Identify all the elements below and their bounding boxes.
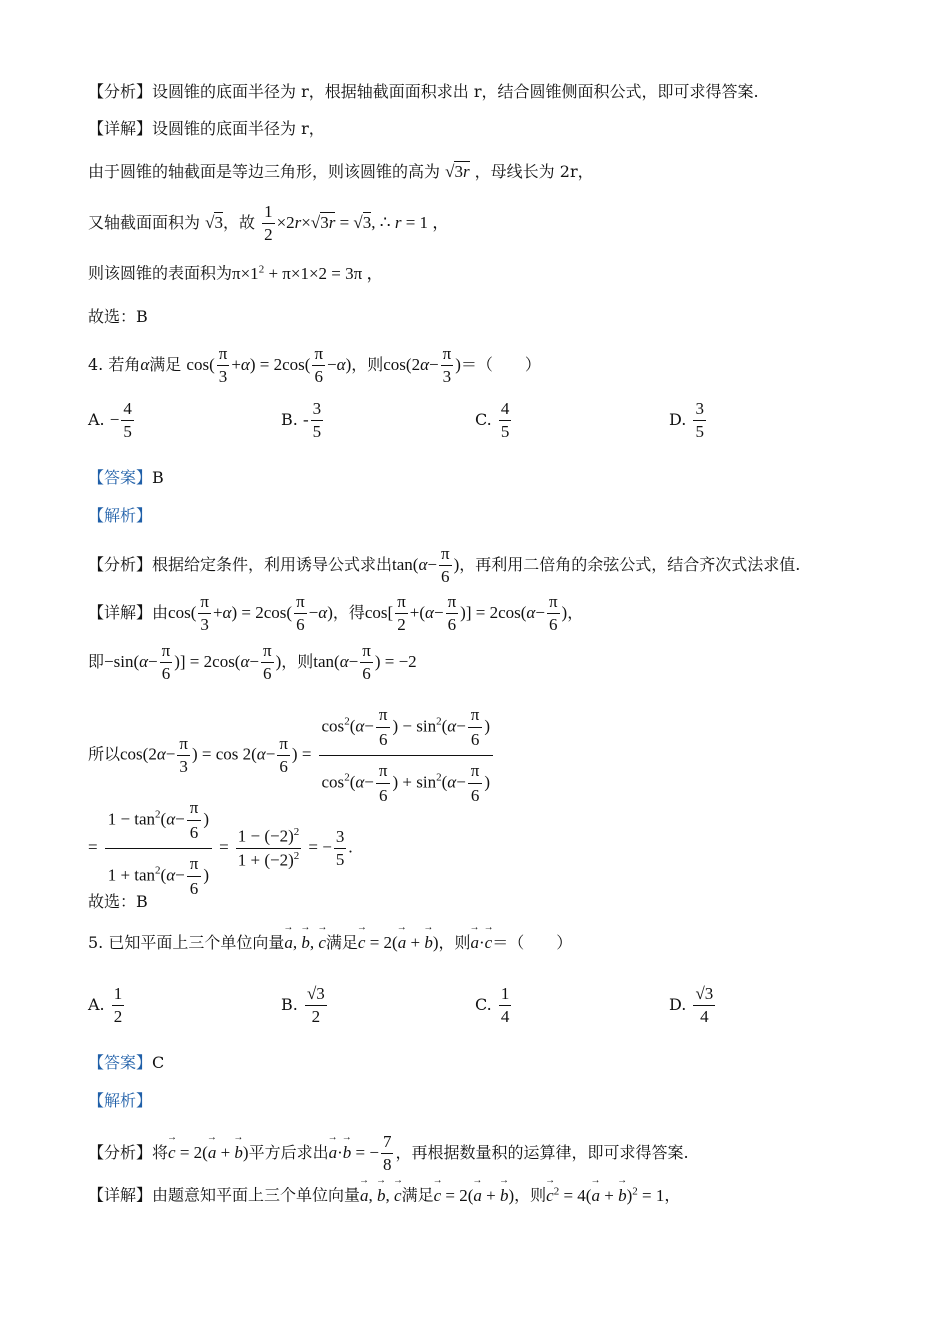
option-sign: −	[109, 409, 120, 429]
fraction-pi-6: $\frac{\pi}{6}$	[296, 592, 305, 634]
q4-detail-4: = $1 - \tan^2(\alpha-$ $\frac{\pi}{6}$ ) $1 + \tan^2(\alpha-$ $\frac{\pi}{6}$ ) = $\frac{1 - (-2)^2}{1 + (-2)^2}$ = − $\frac{3}{5}$ .	[88, 793, 890, 903]
q5-option-a[interactable]	[88, 985, 126, 1026]
math-expression: +α) = 2cos(	[212, 602, 293, 622]
math-vectors: → a, → b, → c	[360, 1186, 402, 1205]
option-sign: -	[302, 409, 309, 429]
math-expression: → a·→ c	[471, 933, 493, 952]
text-segment: 又轴截面面积为	[88, 212, 201, 232]
text-segment: ，得	[332, 602, 365, 622]
q5-answer	[88, 1055, 890, 1071]
math-expression: cos(2α−	[383, 354, 439, 374]
fraction-pi-6: $\frac{\pi}{6}$	[314, 344, 324, 386]
q4-option-a[interactable]	[88, 400, 136, 441]
fraction-pi-3: $\frac{\pi}{3}$	[179, 733, 188, 776]
text-segment: 所以	[88, 744, 121, 764]
fraction-pi-6: $\frac{\pi}{6}$	[279, 733, 288, 776]
choice-text: 故选：B	[88, 307, 148, 326]
math-sqrt3r: √3r	[445, 162, 470, 181]
math-expression: tan(α−	[313, 651, 359, 671]
fraction-pi-6: $\frac{\pi}{6}$	[362, 641, 371, 683]
text-segment: 则该圆锥的表面积为	[88, 263, 233, 283]
question-number: 4. 若角	[88, 354, 141, 374]
text-segment: r，	[569, 162, 594, 181]
solution-label: 【解析】	[88, 506, 153, 525]
math-expression: cos(	[168, 602, 197, 622]
text-segment: ，	[567, 602, 584, 622]
math-expression: −α)	[308, 602, 333, 622]
q5-option-c[interactable]	[475, 985, 513, 1026]
fraction-pi-6: $\frac{\pi}{6}$	[548, 592, 558, 634]
math-expression: =	[88, 837, 98, 857]
text-segment: 满足	[325, 933, 358, 952]
math-expression: )	[275, 651, 282, 671]
choice-text: 故选：B	[88, 892, 148, 911]
math-expression: )] = 2cos(α−	[460, 602, 545, 622]
option-letter: C.	[475, 409, 492, 429]
text-segment: 由于圆锥的轴截面是等边三角形，则该圆锥的高为	[88, 162, 441, 181]
q5-detail	[88, 1186, 890, 1204]
text-segment: ，则	[281, 651, 314, 671]
cross-section-line	[88, 203, 890, 244]
math-expression: $\pi\times 1^2 + \pi\times 1\times 2 = 3\pi$ ，	[232, 263, 384, 283]
text-segment: ，	[664, 1185, 681, 1205]
option-letter: D.	[669, 409, 687, 429]
text-segment: ＝（ ）	[492, 933, 573, 952]
analysis-label: 【分析】	[88, 1142, 153, 1162]
math-expression: ×2r×√3r = √3, ∴ r = 1 ，	[276, 212, 450, 232]
answer-value: C	[152, 1053, 165, 1072]
math-expression: → a·→ b = −	[329, 1143, 379, 1162]
math-expression: → c = 2(→ a + → b)	[358, 933, 439, 952]
fraction-7-8: $\frac{7}{8}$	[382, 1132, 392, 1174]
math-vectors: → a, → b, → c	[284, 933, 326, 952]
text-segment: 满足	[401, 1185, 434, 1205]
math-expression: +(α−	[409, 602, 444, 622]
answer-label: 【答案】	[88, 468, 153, 487]
text-segment: 由	[152, 602, 169, 622]
math-expression: cos(	[186, 354, 215, 374]
option-letter: B.	[281, 994, 298, 1014]
q4-choice	[88, 894, 890, 910]
detail-label: 【详解】	[88, 119, 153, 138]
option-fraction: $\frac{3}{5}$	[695, 399, 704, 441]
math-expression: cos(2α−	[120, 744, 176, 764]
cone-height-line	[88, 163, 890, 180]
surface-area-line	[88, 264, 890, 282]
math-expression: → c = 2(→ a + → b)	[434, 1186, 515, 1205]
text-segment: ，再利用二倍角的余弦公式，结合齐次式法求值.	[459, 554, 801, 574]
text-segment: ，故	[222, 212, 255, 232]
fraction-double-angle: $\cos^2(\alpha-$ $\frac{\pi}{6}$ ) − $\sin^2(\alpha-$ $\frac{\pi}{6}$ ) $\cos^2(\alpha-$ $\frac{\pi}{6}$ ) + $\sin^2(\alpha-$ $\frac{\pi}{6}$ )	[319, 700, 494, 810]
q4-option-c[interactable]	[475, 400, 513, 441]
q4-detail-2	[88, 642, 890, 683]
fraction-numeric: $\frac{1 - (-2)^2}{1 + (-2)^2}$	[237, 826, 300, 870]
math-expression: )	[455, 354, 461, 374]
text-segment: ，则	[351, 354, 384, 374]
detail-label: 【详解】	[88, 602, 153, 622]
math-expression: −sin(α−	[104, 651, 158, 671]
option-letter: D.	[669, 994, 687, 1014]
option-letter: B.	[281, 409, 298, 429]
math-expression: )	[453, 554, 460, 574]
fraction-pi-6: $\frac{\pi}{6}$	[447, 592, 457, 634]
math-expression: −α)	[327, 354, 352, 374]
analysis-text: 设圆锥的底面半径为 r，根据轴截面面积求出 r，结合圆锥侧面积公式，即可求得答案.	[152, 82, 759, 101]
math-expression: = −	[308, 837, 332, 857]
text-segment: 即	[88, 651, 105, 671]
detail-line-1	[88, 121, 890, 137]
text-segment: ，再根据数量积的运算律，即可求得答案.	[395, 1142, 689, 1162]
fraction-pi-2: $\frac{\pi}{2}$	[397, 592, 406, 634]
q5-option-b[interactable]	[281, 985, 329, 1026]
fraction-pi-6: $\frac{\pi}{6}$	[161, 641, 171, 683]
text-segment: ＝（ ）	[460, 354, 541, 374]
question-4	[88, 345, 890, 386]
math-expression: → c = 2(→ a + → b)	[168, 1143, 249, 1162]
analysis-label: 【分析】	[88, 82, 153, 101]
q5-analysis	[88, 1133, 890, 1174]
fraction-pi-6: $\frac{\pi}{6}$	[263, 641, 272, 683]
text-segment: 平方后求出	[248, 1142, 329, 1162]
option-fraction: $\frac{1}{4}$	[500, 984, 510, 1026]
math-expression: ) = cos 2(α−	[191, 744, 276, 764]
text-segment: 将	[152, 1142, 169, 1162]
answer-value: B	[152, 468, 164, 487]
answer-label: 【答案】	[88, 1053, 153, 1072]
q4-answer	[88, 470, 890, 486]
q4-jiexi	[88, 508, 890, 524]
fraction-3-5: $\frac{3}{5}$	[335, 826, 345, 869]
math-expression: tan(α−	[392, 554, 437, 574]
analysis-line-1	[88, 84, 890, 100]
question-5	[88, 934, 890, 951]
fraction-pi-3: $\frac{\pi}{3}$	[442, 344, 452, 386]
math-expression: cos[	[364, 602, 394, 622]
detail-text: 设圆锥的底面半径为 r，	[152, 119, 325, 138]
option-fraction: $\frac{1}{2}$	[113, 984, 123, 1026]
q4-option-d[interactable]	[669, 400, 708, 441]
option-fraction: $\frac{4}{5}$	[123, 399, 132, 441]
text-segment: 满足	[149, 354, 182, 374]
math-expression: +α) = 2cos(	[231, 354, 311, 374]
text-segment: ，则	[514, 1185, 547, 1205]
fraction-pi-3: $\frac{\pi}{3}$	[200, 592, 209, 634]
option-letter: C.	[475, 994, 492, 1014]
fraction-tan: $1 - \tan^2(\alpha-$ $\frac{\pi}{6}$ ) $1 + \tan^2(\alpha-$ $\frac{\pi}{6}$ )	[105, 793, 212, 903]
math-sqrt3: √3	[205, 212, 223, 232]
q5-jiexi	[88, 1093, 890, 1109]
fraction-pi-3: $\frac{\pi}{3}$	[218, 344, 228, 386]
option-letter: A.	[88, 994, 105, 1014]
math-expression: )	[561, 602, 568, 622]
option-fraction: $\frac{4}{5}$	[500, 399, 510, 441]
option-letter: A.	[88, 409, 105, 429]
option-fraction: $\frac{√3}{4}$	[695, 984, 714, 1026]
choice-line	[88, 309, 890, 325]
solution-label: 【解析】	[88, 1091, 153, 1110]
math-expression: )] = 2cos(α−	[174, 651, 259, 671]
text-segment: ，则	[438, 933, 471, 952]
option-fraction: $\frac{√3}{2}$	[306, 984, 325, 1026]
q5-option-d[interactable]	[669, 985, 717, 1026]
text-segment: ，母线长为 2	[474, 162, 570, 181]
analysis-label: 【分析】	[88, 554, 153, 574]
math-expression: ) =	[291, 744, 312, 764]
detail-label: 【详解】	[88, 1185, 153, 1205]
q4-detail-1	[88, 593, 890, 634]
math-expression: ) = −2	[374, 651, 417, 671]
q4-analysis	[88, 545, 890, 586]
fraction-pi-6: $\frac{\pi}{6}$	[441, 544, 450, 586]
option-fraction: $\frac{3}{5}$	[312, 399, 322, 441]
text-segment: 根据给定条件，利用诱导公式求出	[152, 554, 393, 574]
fraction-half: $\frac{1}{2}$	[264, 202, 273, 244]
math-expression: =	[219, 837, 229, 857]
q4-option-b[interactable]	[281, 400, 325, 441]
math-alpha: α	[140, 354, 150, 374]
question-number: 5. 已知平面上三个单位向量	[88, 933, 285, 952]
text-segment: 由题意知平面上三个单位向量	[152, 1185, 361, 1205]
math-expression: → $c^2 = 4(\to a$ + → b)$^2$ = 1	[546, 1186, 664, 1205]
